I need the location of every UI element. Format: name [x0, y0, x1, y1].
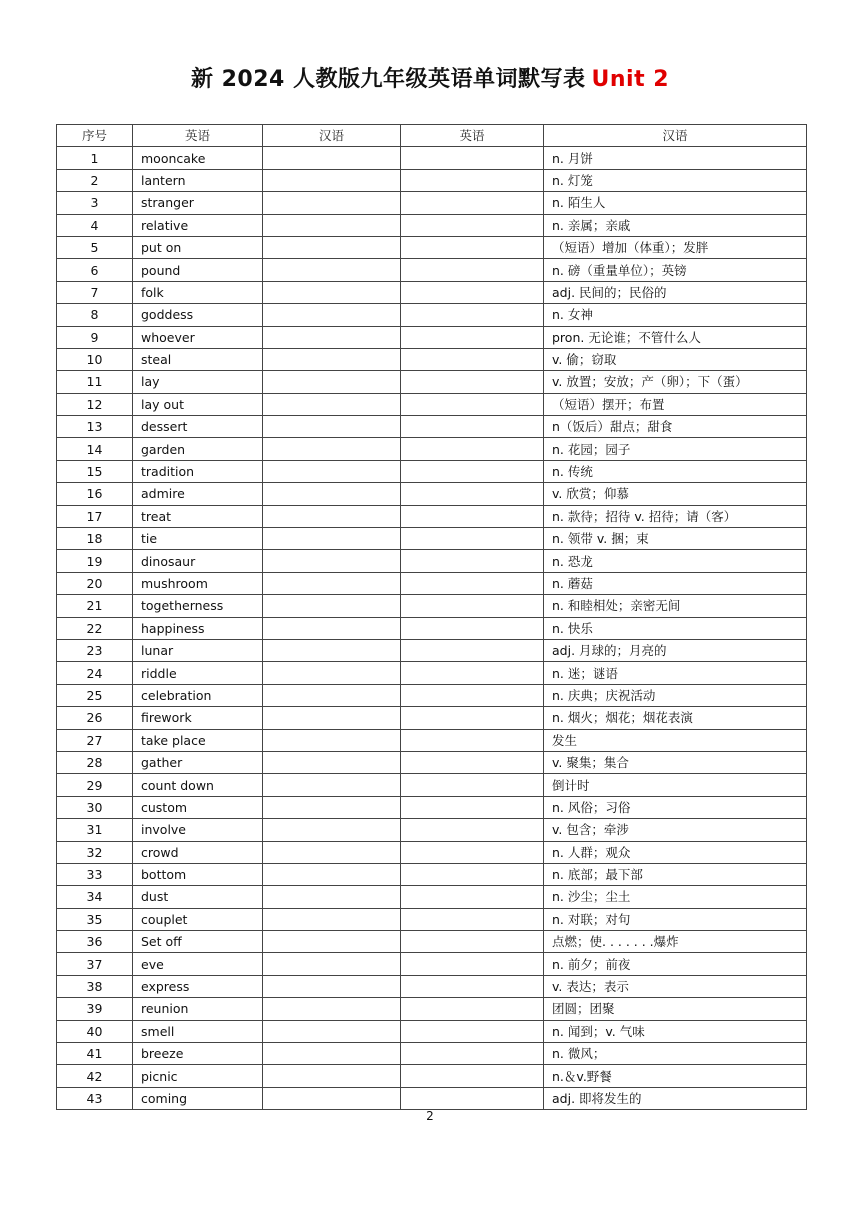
- table-row: [57, 953, 807, 975]
- table-row: [57, 639, 807, 661]
- table-row: [57, 684, 807, 706]
- row-english-blank: [401, 416, 544, 438]
- row-english-word: coming: [133, 1087, 263, 1109]
- table-row: [57, 707, 807, 729]
- row-english-word: gather: [133, 751, 263, 773]
- table-row: [57, 236, 807, 258]
- row-english-word: steal: [133, 348, 263, 370]
- row-number: 30: [57, 796, 133, 818]
- row-chinese-blank: [263, 460, 401, 482]
- row-chinese-meaning: n. 庆典；庆祝活动: [544, 684, 807, 706]
- row-english-word: smell: [133, 1020, 263, 1042]
- row-english-word: eve: [133, 953, 263, 975]
- table-row: [57, 348, 807, 370]
- header-row: [57, 125, 807, 147]
- row-number: 29: [57, 774, 133, 796]
- row-english-word: Set off: [133, 931, 263, 953]
- table-row: [57, 998, 807, 1020]
- row-chinese-blank: [263, 975, 401, 997]
- row-english-blank: [401, 192, 544, 214]
- row-chinese-meaning: （短语）摆开；布置: [544, 393, 807, 415]
- row-chinese-meaning: v. 偷；窃取: [544, 348, 807, 370]
- row-chinese-blank: [263, 595, 401, 617]
- row-english-blank: [401, 863, 544, 885]
- row-english-blank: [401, 1065, 544, 1087]
- row-chinese-meaning: n. 前夕；前夜: [544, 953, 807, 975]
- row-english-blank: [401, 595, 544, 617]
- row-english-blank: [401, 550, 544, 572]
- row-chinese-blank: [263, 281, 401, 303]
- row-english-blank: [401, 214, 544, 236]
- row-english-word: garden: [133, 438, 263, 460]
- row-english-word: tie: [133, 528, 263, 550]
- row-english-word: admire: [133, 483, 263, 505]
- row-chinese-meaning: v. 欣赏；仰慕: [544, 483, 807, 505]
- row-english-blank: [401, 707, 544, 729]
- table-row: [57, 729, 807, 751]
- row-chinese-meaning: v. 包含；牵涉: [544, 819, 807, 841]
- row-number: 39: [57, 998, 133, 1020]
- row-chinese-meaning: n. 迷；谜语: [544, 662, 807, 684]
- row-number: 1: [57, 147, 133, 169]
- row-number: 8: [57, 304, 133, 326]
- row-chinese-blank: [263, 707, 401, 729]
- row-number: 3: [57, 192, 133, 214]
- row-chinese-meaning: （短语）增加（体重）；发胖: [544, 236, 807, 258]
- table-row: [57, 796, 807, 818]
- row-english-blank: [401, 259, 544, 281]
- row-english-word: reunion: [133, 998, 263, 1020]
- row-english-blank: [401, 886, 544, 908]
- row-number: 7: [57, 281, 133, 303]
- table-row: [57, 192, 807, 214]
- title-main: 新 2024 人教版九年级英语单词默写表: [190, 67, 586, 92]
- row-number: 21: [57, 595, 133, 617]
- table-row: [57, 281, 807, 303]
- row-english-word: dust: [133, 886, 263, 908]
- row-english-blank: [401, 684, 544, 706]
- row-chinese-blank: [263, 998, 401, 1020]
- row-chinese-blank: [263, 662, 401, 684]
- row-number: 2: [57, 169, 133, 191]
- row-chinese-meaning: n. 人群；观众: [544, 841, 807, 863]
- row-english-word: lantern: [133, 169, 263, 191]
- row-english-word: breeze: [133, 1043, 263, 1065]
- row-english-word: lay: [133, 371, 263, 393]
- table-row: [57, 505, 807, 527]
- row-chinese-meaning: n. 款待；招待 v. 招待；请（客）: [544, 505, 807, 527]
- row-chinese-blank: [263, 886, 401, 908]
- row-chinese-meaning: n. 烟火；烟花；烟花表演: [544, 707, 807, 729]
- row-chinese-meaning: n.＆v.野餐: [544, 1065, 807, 1087]
- row-english-blank: [401, 304, 544, 326]
- row-number: 36: [57, 931, 133, 953]
- row-english-blank: [401, 662, 544, 684]
- row-chinese-blank: [263, 147, 401, 169]
- row-chinese-blank: [263, 684, 401, 706]
- table-row: [57, 483, 807, 505]
- row-english-blank: [401, 908, 544, 930]
- row-english-word: picnic: [133, 1065, 263, 1087]
- row-english-word: dinosaur: [133, 550, 263, 572]
- table-row: [57, 304, 807, 326]
- row-chinese-blank: [263, 751, 401, 773]
- table-row: [57, 572, 807, 594]
- row-number: 38: [57, 975, 133, 997]
- row-english-blank: [401, 931, 544, 953]
- row-chinese-meaning: n. 陌生人: [544, 192, 807, 214]
- row-english-word: put on: [133, 236, 263, 258]
- table-row: [57, 371, 807, 393]
- table-row: [57, 751, 807, 773]
- row-english-word: mushroom: [133, 572, 263, 594]
- row-chinese-meaning: n（饭后）甜点；甜食: [544, 416, 807, 438]
- row-english-blank: [401, 438, 544, 460]
- table-row: [57, 528, 807, 550]
- table-row: [57, 1065, 807, 1087]
- row-number: 5: [57, 236, 133, 258]
- row-chinese-blank: [263, 1065, 401, 1087]
- row-english-word: celebration: [133, 684, 263, 706]
- row-chinese-blank: [263, 438, 401, 460]
- row-chinese-meaning: v. 表达；表示: [544, 975, 807, 997]
- row-number: 17: [57, 505, 133, 527]
- row-chinese-meaning: pron. 无论谁；不管什么人: [544, 326, 807, 348]
- row-english-word: bottom: [133, 863, 263, 885]
- row-english-word: express: [133, 975, 263, 997]
- row-english-blank: [401, 998, 544, 1020]
- row-chinese-blank: [263, 908, 401, 930]
- vocabulary-table: [56, 124, 807, 1110]
- row-number: 9: [57, 326, 133, 348]
- row-chinese-blank: [263, 483, 401, 505]
- row-english-blank: [401, 281, 544, 303]
- page-number: 2: [426, 1109, 434, 1123]
- row-english-word: take place: [133, 729, 263, 751]
- row-english-word: goddess: [133, 304, 263, 326]
- row-chinese-blank: [263, 729, 401, 751]
- row-chinese-meaning: n. 磅（重量单位）；英镑: [544, 259, 807, 281]
- table-row: [57, 416, 807, 438]
- row-chinese-blank: [263, 326, 401, 348]
- row-chinese-blank: [263, 796, 401, 818]
- row-english-word: couplet: [133, 908, 263, 930]
- row-chinese-blank: [263, 214, 401, 236]
- row-chinese-meaning: n. 灯笼: [544, 169, 807, 191]
- table-row: [57, 617, 807, 639]
- row-number: 32: [57, 841, 133, 863]
- row-english-blank: [401, 796, 544, 818]
- row-english-word: relative: [133, 214, 263, 236]
- row-number: 41: [57, 1043, 133, 1065]
- row-english-word: mooncake: [133, 147, 263, 169]
- row-chinese-blank: [263, 259, 401, 281]
- row-number: 15: [57, 460, 133, 482]
- row-english-blank: [401, 1020, 544, 1042]
- row-number: 35: [57, 908, 133, 930]
- row-chinese-meaning: adj. 民间的；民俗的: [544, 281, 807, 303]
- row-english-blank: [401, 147, 544, 169]
- row-chinese-meaning: n. 亲属；亲戚: [544, 214, 807, 236]
- table-row: [57, 550, 807, 572]
- row-number: 33: [57, 863, 133, 885]
- vocabulary-rows: [57, 147, 807, 1110]
- table-row: [57, 1020, 807, 1042]
- row-chinese-meaning: adj. 月球的；月亮的: [544, 639, 807, 661]
- row-chinese-blank: [263, 617, 401, 639]
- row-chinese-blank: [263, 528, 401, 550]
- table-row: [57, 1087, 807, 1109]
- row-chinese-meaning: n. 微风；: [544, 1043, 807, 1065]
- table-row: [57, 147, 807, 169]
- header-english: 英语: [133, 125, 263, 147]
- table-row: [57, 326, 807, 348]
- row-number: 34: [57, 886, 133, 908]
- row-english-blank: [401, 528, 544, 550]
- row-number: 27: [57, 729, 133, 751]
- row-english-blank: [401, 639, 544, 661]
- row-english-word: pound: [133, 259, 263, 281]
- row-chinese-blank: [263, 1043, 401, 1065]
- row-english-blank: [401, 1043, 544, 1065]
- row-number: 23: [57, 639, 133, 661]
- row-chinese-meaning: n. 领带 v. 捆；束: [544, 528, 807, 550]
- row-chinese-meaning: n. 对联；对句: [544, 908, 807, 930]
- row-english-blank: [401, 975, 544, 997]
- header-number: 序号: [57, 125, 133, 147]
- row-chinese-meaning: v. 放置；安放；产（卵）；下（蛋）: [544, 371, 807, 393]
- row-number: 40: [57, 1020, 133, 1042]
- row-chinese-blank: [263, 236, 401, 258]
- table-row: [57, 819, 807, 841]
- row-chinese-meaning: n. 沙尘；尘土: [544, 886, 807, 908]
- row-number: 22: [57, 617, 133, 639]
- row-number: 43: [57, 1087, 133, 1109]
- row-chinese-blank: [263, 863, 401, 885]
- row-number: 6: [57, 259, 133, 281]
- row-english-word: stranger: [133, 192, 263, 214]
- row-english-word: involve: [133, 819, 263, 841]
- row-chinese-blank: [263, 192, 401, 214]
- row-english-blank: [401, 617, 544, 639]
- row-english-word: folk: [133, 281, 263, 303]
- row-number: 24: [57, 662, 133, 684]
- row-english-word: togetherness: [133, 595, 263, 617]
- row-english-blank: [401, 460, 544, 482]
- row-english-word: riddle: [133, 662, 263, 684]
- row-chinese-blank: [263, 572, 401, 594]
- row-english-blank: [401, 169, 544, 191]
- table-row: [57, 214, 807, 236]
- row-chinese-blank: [263, 953, 401, 975]
- row-chinese-blank: [263, 931, 401, 953]
- table-row: [57, 841, 807, 863]
- row-chinese-blank: [263, 841, 401, 863]
- row-chinese-blank: [263, 819, 401, 841]
- row-english-blank: [401, 841, 544, 863]
- row-english-word: custom: [133, 796, 263, 818]
- row-chinese-meaning: n. 蘑菇: [544, 572, 807, 594]
- row-chinese-meaning: 团圆；团聚: [544, 998, 807, 1020]
- row-chinese-meaning: 点燃；使. . . . . . .爆炸: [544, 931, 807, 953]
- row-number: 31: [57, 819, 133, 841]
- row-english-word: tradition: [133, 460, 263, 482]
- row-english-blank: [401, 729, 544, 751]
- row-chinese-blank: [263, 639, 401, 661]
- row-chinese-blank: [263, 169, 401, 191]
- table-row: [57, 460, 807, 482]
- row-number: 20: [57, 572, 133, 594]
- row-chinese-blank: [263, 371, 401, 393]
- row-english-word: treat: [133, 505, 263, 527]
- row-chinese-meaning: n. 快乐: [544, 617, 807, 639]
- table-row: [57, 595, 807, 617]
- row-chinese-blank: [263, 1020, 401, 1042]
- row-number: 4: [57, 214, 133, 236]
- row-english-word: dessert: [133, 416, 263, 438]
- row-chinese-meaning: n. 传统: [544, 460, 807, 482]
- row-english-blank: [401, 751, 544, 773]
- row-number: 13: [57, 416, 133, 438]
- row-number: 10: [57, 348, 133, 370]
- row-chinese-meaning: n. 月饼: [544, 147, 807, 169]
- row-english-blank: [401, 819, 544, 841]
- table-row: [57, 774, 807, 796]
- row-number: 18: [57, 528, 133, 550]
- row-number: 16: [57, 483, 133, 505]
- table-row: [57, 886, 807, 908]
- table-row: [57, 662, 807, 684]
- row-number: 26: [57, 707, 133, 729]
- title-unit: Unit 2: [591, 67, 670, 92]
- row-chinese-blank: [263, 774, 401, 796]
- header-chinese-blank: 汉语: [263, 125, 401, 147]
- row-english-blank: [401, 348, 544, 370]
- row-chinese-blank: [263, 1087, 401, 1109]
- row-chinese-meaning: n. 风俗；习俗: [544, 796, 807, 818]
- table-row: [57, 438, 807, 460]
- row-english-word: count down: [133, 774, 263, 796]
- row-chinese-meaning: n. 女神: [544, 304, 807, 326]
- table-row: [57, 1043, 807, 1065]
- page-title: [0, 62, 860, 93]
- row-chinese-meaning: n. 底部；最下部: [544, 863, 807, 885]
- table-row: [57, 975, 807, 997]
- row-number: 12: [57, 393, 133, 415]
- row-number: 42: [57, 1065, 133, 1087]
- table-row: [57, 393, 807, 415]
- row-english-blank: [401, 236, 544, 258]
- row-chinese-meaning: n. 闻到；v. 气味: [544, 1020, 807, 1042]
- row-chinese-meaning: 发生: [544, 729, 807, 751]
- row-english-blank: [401, 483, 544, 505]
- row-english-word: whoever: [133, 326, 263, 348]
- row-english-word: lay out: [133, 393, 263, 415]
- header-chinese: 汉语: [544, 125, 807, 147]
- row-number: 37: [57, 953, 133, 975]
- table-row: [57, 863, 807, 885]
- row-chinese-meaning: 倒计时: [544, 774, 807, 796]
- row-number: 11: [57, 371, 133, 393]
- row-chinese-blank: [263, 505, 401, 527]
- row-chinese-meaning: n. 恐龙: [544, 550, 807, 572]
- row-english-blank: [401, 572, 544, 594]
- row-english-word: lunar: [133, 639, 263, 661]
- header-english-blank: 英语: [401, 125, 544, 147]
- table-row: [57, 259, 807, 281]
- row-english-word: happiness: [133, 617, 263, 639]
- row-chinese-meaning: adj. 即将发生的: [544, 1087, 807, 1109]
- table-row: [57, 169, 807, 191]
- row-english-blank: [401, 371, 544, 393]
- row-english-blank: [401, 326, 544, 348]
- row-chinese-blank: [263, 550, 401, 572]
- row-number: 19: [57, 550, 133, 572]
- row-chinese-meaning: n. 和睦相处；亲密无间: [544, 595, 807, 617]
- row-chinese-meaning: v. 聚集；集合: [544, 751, 807, 773]
- row-english-word: crowd: [133, 841, 263, 863]
- row-english-blank: [401, 953, 544, 975]
- row-english-blank: [401, 774, 544, 796]
- row-english-blank: [401, 393, 544, 415]
- row-chinese-blank: [263, 348, 401, 370]
- row-chinese-meaning: n. 花园；园子: [544, 438, 807, 460]
- row-chinese-blank: [263, 304, 401, 326]
- row-number: 14: [57, 438, 133, 460]
- row-chinese-blank: [263, 416, 401, 438]
- row-english-blank: [401, 505, 544, 527]
- row-number: 28: [57, 751, 133, 773]
- table-row: [57, 931, 807, 953]
- table-row: [57, 908, 807, 930]
- row-english-word: firework: [133, 707, 263, 729]
- row-english-blank: [401, 1087, 544, 1109]
- row-number: 25: [57, 684, 133, 706]
- row-chinese-blank: [263, 393, 401, 415]
